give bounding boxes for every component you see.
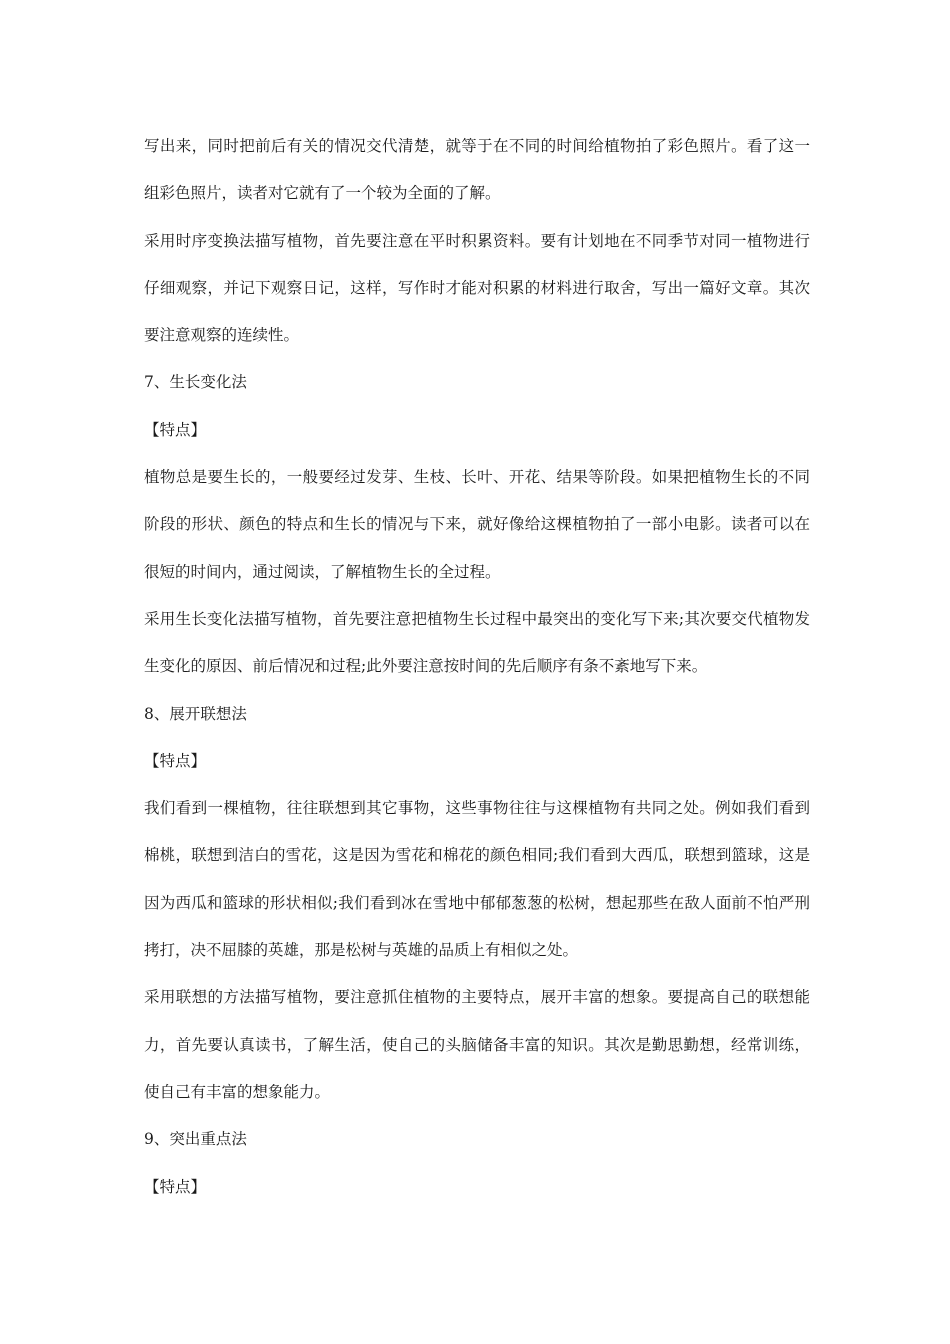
feature-label: 【特点】 [144, 1177, 207, 1196]
section-heading-highlight: 9、突出重点法 [144, 1130, 247, 1149]
paragraph-growth-feature: 植物总是要生长的，一般要经过发芽、生枝、长叶、开花、结果等阶段。如果把植物生长的不同阶段的形状、颜色的特点和生长的情况与下来，就好像给这棵植物拍了一部小电影。读者可以在很短的时间内，通过阅读，了解植物生长的全过程。 [144, 468, 810, 581]
section-heading-growth-change: 7、生长变化法 [144, 373, 247, 392]
document-body [144, 123, 810, 1211]
paragraph-association-feature: 我们看到一棵植物，往往联想到其它事物，这些事物往往与这棵植物有共同之处。例如我们看到棉桃，联想到洁白的雪花，这是因为雪花和棉花的颜色相同;我们看到大西瓜，联想到篮球，这是因为西瓜和篮球的形状相似;我们看到冰在雪地中郁郁葱葱的松树，想起那些在敌人面前不怕严刑拷打，决不屈膝的英雄，那是松树与英雄的品质上有相似之处。 [144, 799, 810, 960]
paragraph-growth-method: 采用生长变化法描写植物，首先要注意把植物生长过程中最突出的变化写下来;其次要交代植物发生变化的原因、前后情况和过程;此外要注意按时间的先后顺序有条不紊地写下来。 [144, 609, 810, 676]
paragraph-association-method: 采用联想的方法描写植物，要注意抓住植物的主要特点，展开丰富的想象。要提高自己的联想能力，首先要认真读书，了解生活，使自己的头脑储备丰富的知识。其次是勤思勤想，经常训练，使自己有丰富的想象能力。 [144, 988, 810, 1101]
paragraph-intro-continuation: 写出来，同时把前后有关的情况交代清楚，就等于在不同的时间给植物拍了彩色照片。看了这一组彩色照片，读者对它就有了一个较为全面的了解。 [144, 137, 810, 203]
paragraph-time-order-method: 采用时序变换法描写植物，首先要注意在平时积累资料。要有计划地在不同季节对同一植物进行仔细观察，并记下观察日记，这样，写作时才能对积累的材料进行取舍，写出一篇好文章。其次要注意观察的连续性。 [144, 231, 810, 345]
feature-label: 【特点】 [144, 751, 207, 770]
section-heading-association: 8、展开联想法 [144, 704, 247, 723]
feature-label: 【特点】 [144, 420, 207, 439]
